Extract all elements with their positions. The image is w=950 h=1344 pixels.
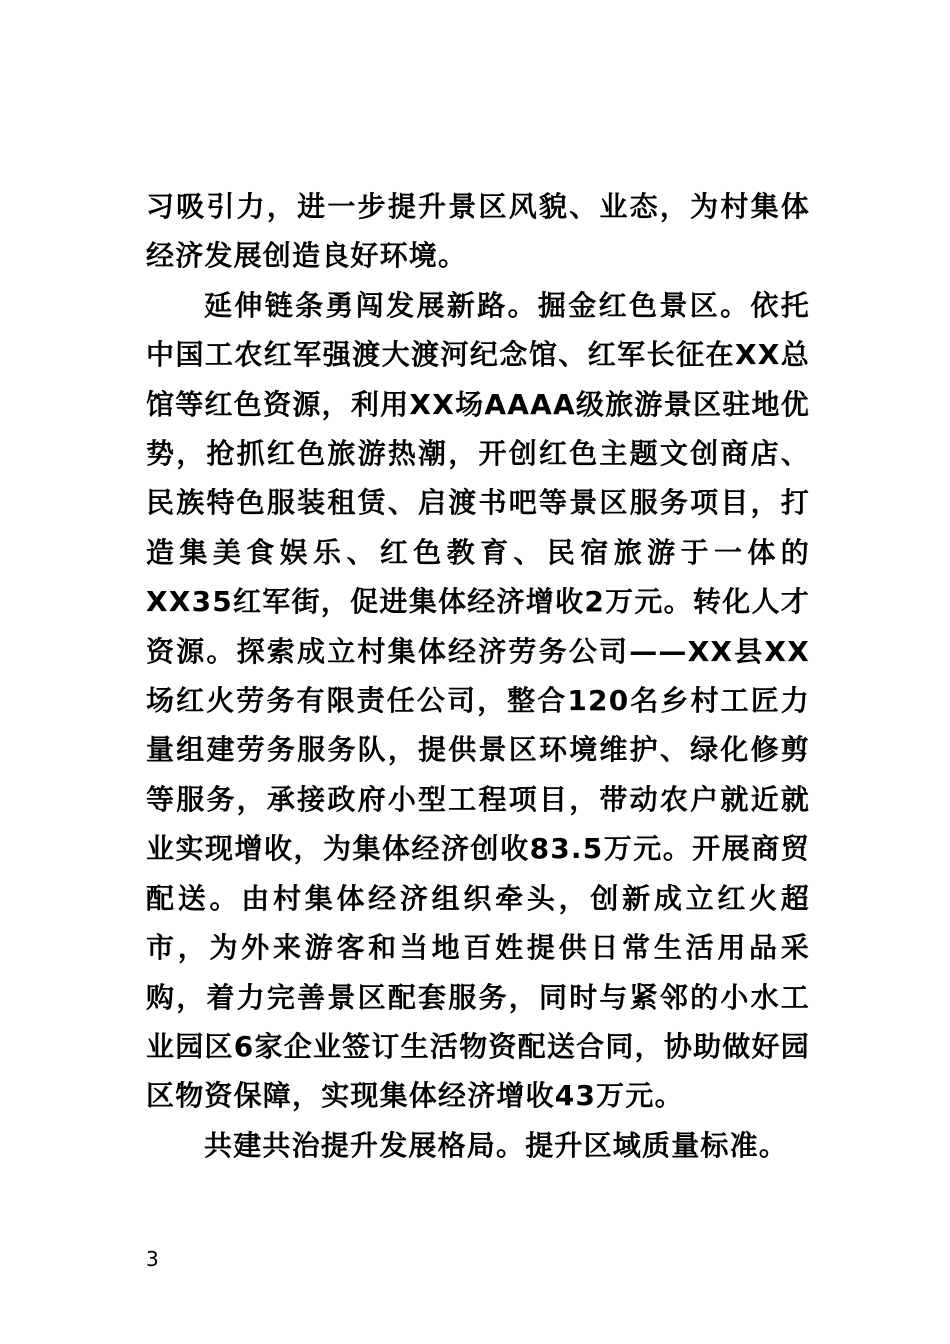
paragraph-co-governance: 共建共治提升发展格局。提升区域质量标准。 [204,1128,789,1162]
paragraph-extend-chain: 延伸链条勇闯发展新路。掘金红色景区。依托中国工农红军强渡大渡河纪念馆、红军长征在XX总馆等红色资源，利用XX场AAAA级旅游景区驻地优势，抢抓红色旅游热潮，开创红色主题文创商店、民族特色服装租赁、启渡书吧等景区服务项目，打造集美食娱乐、红色教育、民宿旅游于一体的XX35红军街，促进集体经济增收2万元。转化人才资源。探索成立村集体经济劳务公司——XX县XX场红火劳务有限责任公司，整合120名乡村工匠力量组建劳务服务队，提供景区环境维护、绿化修剪等服务，承接政府小型工程项目，带动农户就近就业实现增收，为集体经济创收83.5万元。开展商贸配送。由村集体经济组织牵头，创新成立红火超市，为外来游客和当地百姓提供日常生活用品采购，着力完善景区配套服务，同时与紧邻的小水工业园区6家企业签订生活物资配送合同，协助做好园区物资保障，实现集体经济增收43万元。 [146,288,810,1113]
document-body [146,182,810,1170]
paragraph-continuation: 习吸引力，进一步提升景区风貌、业态，为村集体经济发展创造良好环境。 [146,190,810,273]
page-number: 3 [146,1247,159,1271]
